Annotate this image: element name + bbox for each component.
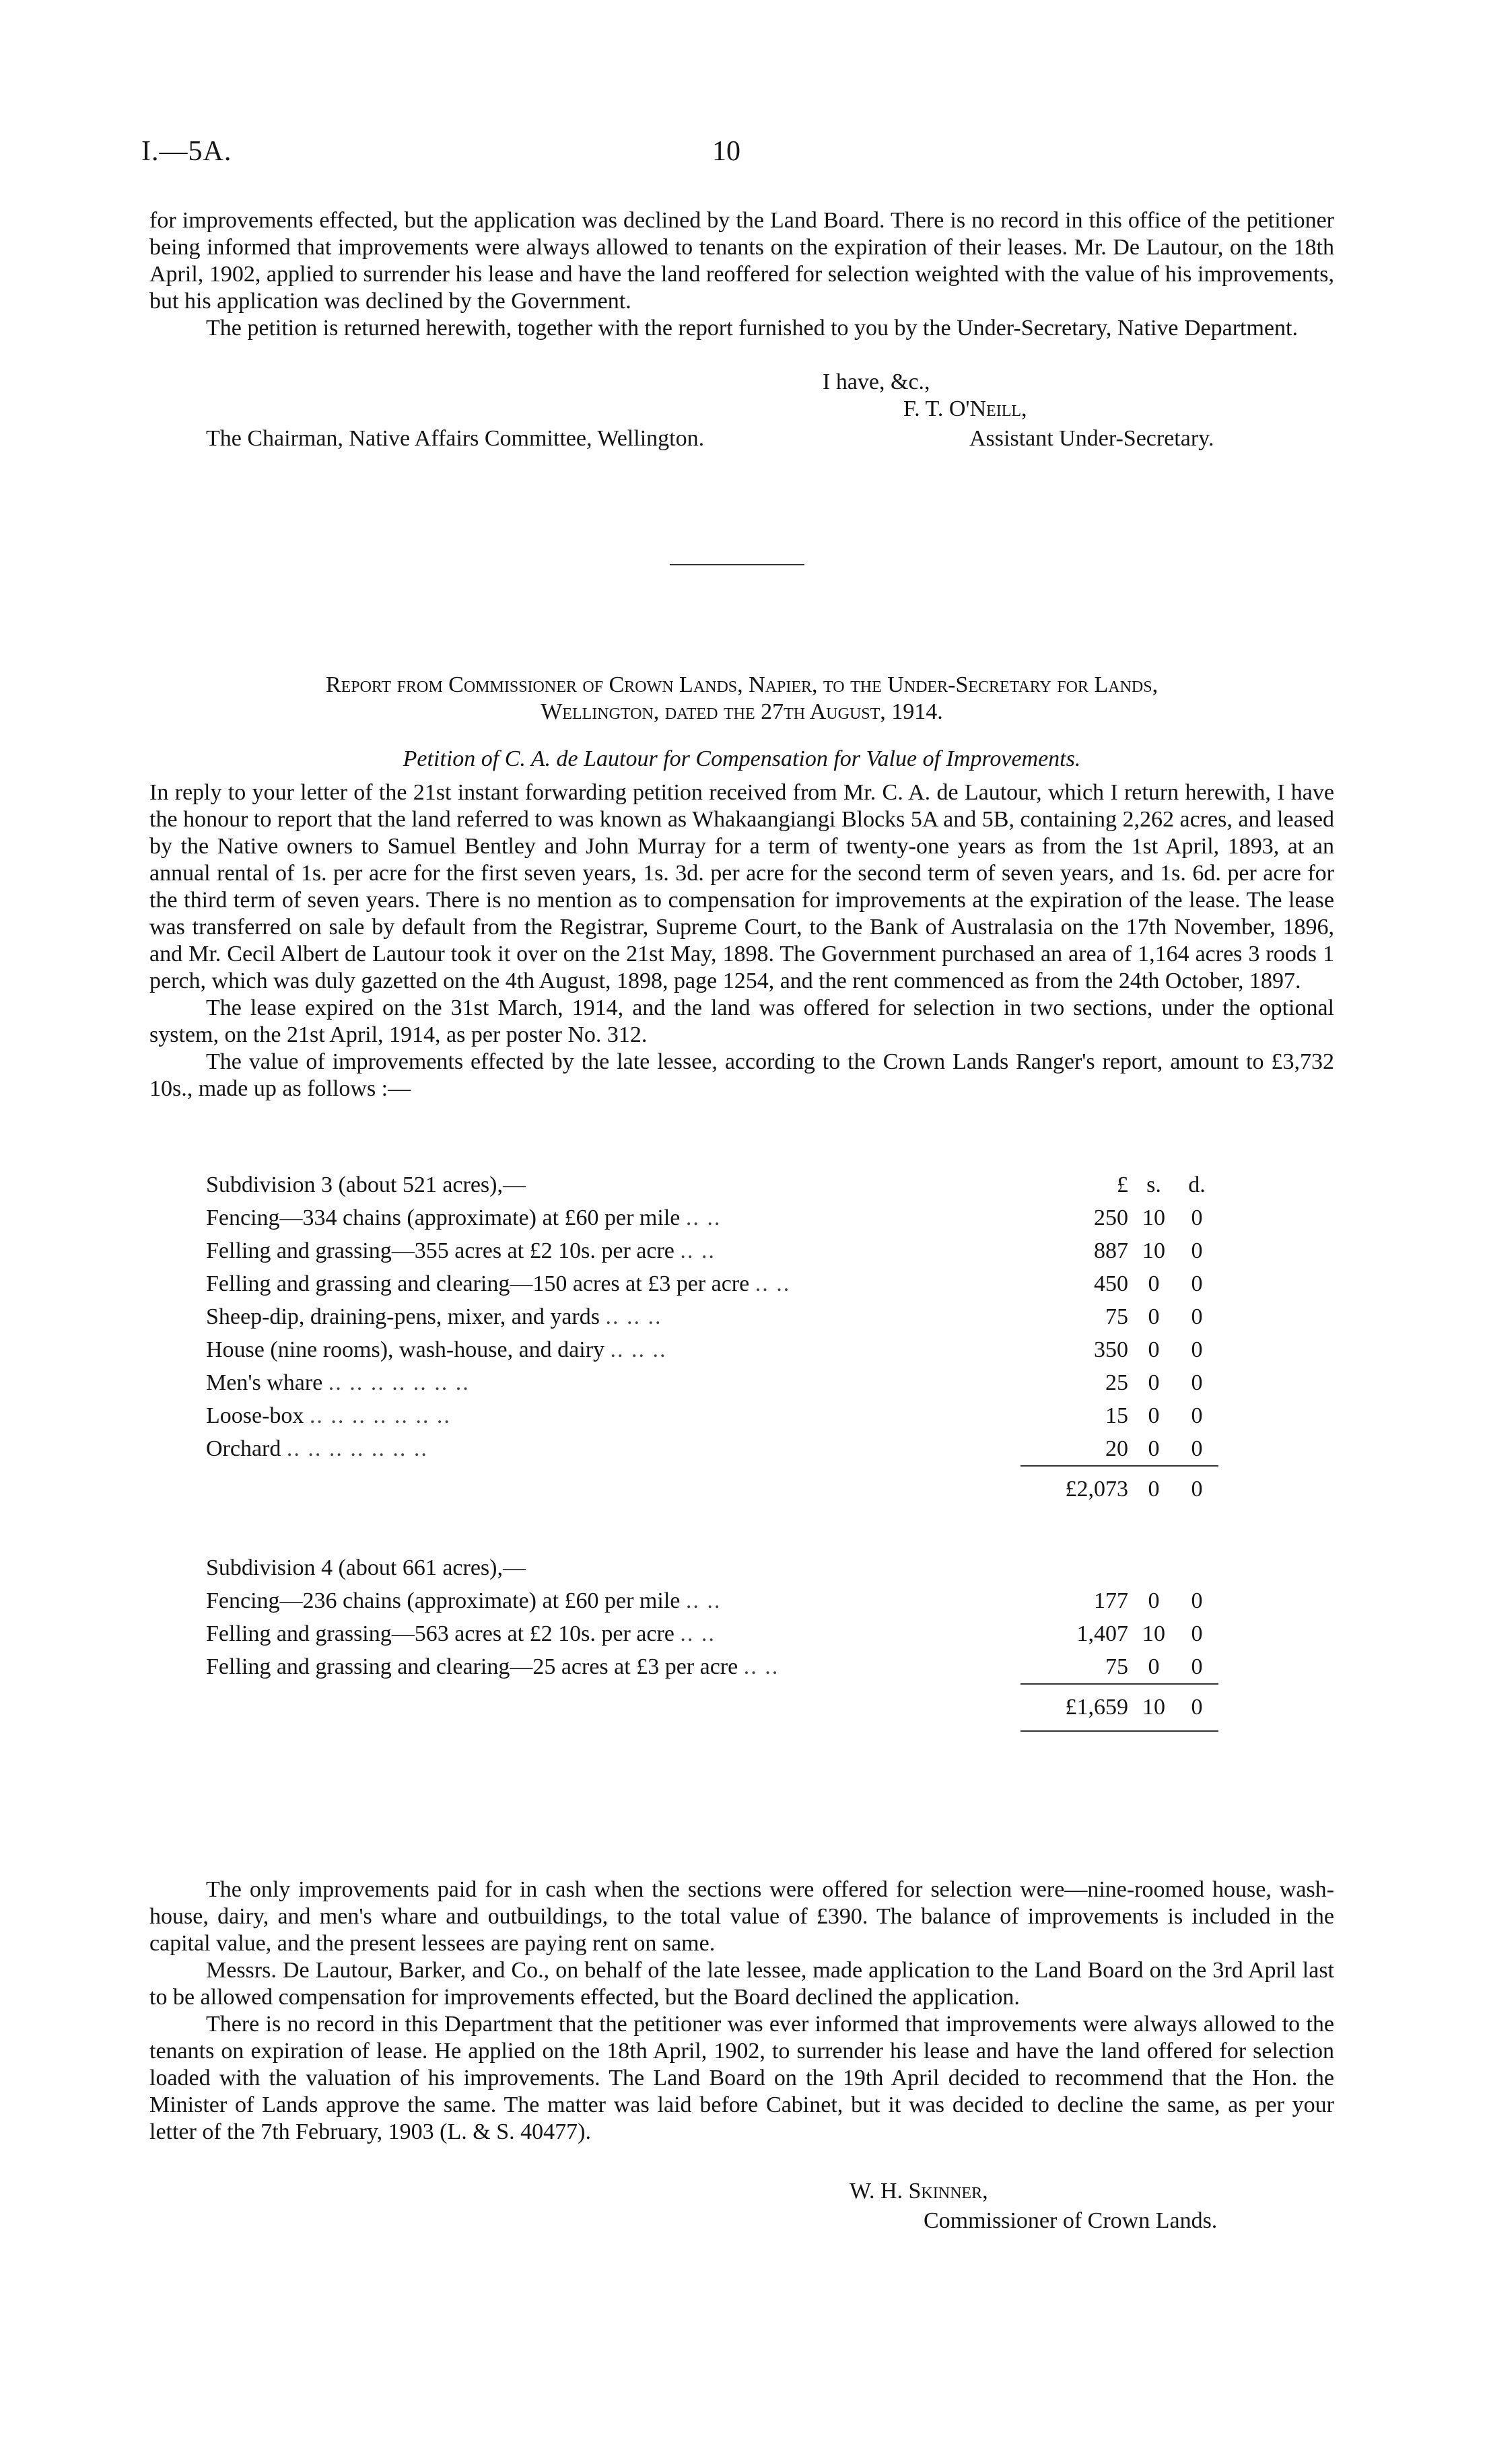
item-pounds: 450 — [1094, 1271, 1128, 1296]
item-pence: 0 — [1191, 1588, 1203, 1613]
report-body-continued — [149, 1876, 1334, 2146]
item-pence: 0 — [1191, 1621, 1203, 1646]
leader-dots: .. .. .. — [610, 1337, 667, 1362]
item-pounds: 350 — [1094, 1337, 1128, 1362]
item-shillings: 0 — [1148, 1436, 1160, 1461]
col-head-shillings: s. — [1146, 1172, 1161, 1197]
section-divider — [670, 564, 804, 565]
leader-dots: .. .. — [755, 1271, 791, 1296]
table-row — [149, 1333, 1218, 1366]
item-shillings: 0 — [1148, 1654, 1160, 1679]
subtotal-pounds: £2,073 — [1021, 1466, 1132, 1512]
table-row — [149, 1584, 1218, 1617]
report-heading — [149, 672, 1334, 726]
item-desc: Felling and grassing—355 acres at £2 10s. per acre — [206, 1238, 675, 1263]
report-paragraph-3: The value of improvements effected by the late lessee, according to the Crown Lands Ranger's report, amount to £3,732 10s., made up as follows :— — [149, 1049, 1334, 1101]
item-desc: Fencing—334 chains (approximate) at £60 per mile — [206, 1205, 681, 1230]
letter-addressee: The Chairman, Native Affairs Committee, Wellington. — [206, 426, 705, 451]
item-pounds: 1,407 — [1076, 1621, 1128, 1646]
item-pence: 0 — [1191, 1271, 1203, 1296]
subtotal-pounds: £1,659 — [1021, 1684, 1132, 1731]
item-shillings: 10 — [1142, 1238, 1165, 1263]
leader-dots: .. .. — [685, 1205, 722, 1230]
report-paragraph-6: There is no record in this Department that the petitioner was ever informed that improvements were always allowed to the tenants on expiration of lease. He applied on the 18th April, 1902, to surrender his lease and have the land offered for selection loaded with the valuation of his improvements. The Land Board on the 19th April decided to recommend that the Hon. the Minister of Lands approve the same. The matter was laid before Cabinet, but it was decided to decline the same, as per your letter of the 7th February, 1903 (L. & S. 40477). — [149, 2012, 1334, 2144]
report-heading-line-1: Report from Commissioner of Crown Lands, Napier, to the Under-Secretary for Lands, — [325, 672, 1159, 697]
col-head-pence: d. — [1188, 1172, 1206, 1197]
item-shillings: 0 — [1148, 1588, 1160, 1613]
item-desc: Loose-box — [206, 1403, 304, 1428]
subdivision-3-total-row — [149, 1466, 1218, 1512]
item-desc: Fencing—236 chains (approximate) at £60 per mile — [206, 1588, 681, 1613]
item-pence: 0 — [1191, 1205, 1203, 1230]
table-row — [149, 1366, 1218, 1399]
item-pounds: 75 — [1105, 1654, 1128, 1679]
item-pounds: 887 — [1094, 1238, 1128, 1263]
item-pounds: 250 — [1094, 1205, 1128, 1230]
letter-body — [149, 207, 1334, 342]
item-desc: Men's whare — [206, 1370, 323, 1395]
item-shillings: 10 — [1142, 1621, 1165, 1646]
item-shillings: 0 — [1148, 1304, 1160, 1329]
subtotal-pence: 0 — [1175, 1466, 1218, 1512]
item-pence: 0 — [1191, 1238, 1203, 1263]
report-paragraph-5: Messrs. De Lautour, Barker, and Co., on behalf of the late lessee, made application to the Land Board on the 3rd April last to be allowed compensation for improvements effected, but the Board declined the application. — [149, 1958, 1334, 2010]
item-pounds: 20 — [1105, 1436, 1128, 1461]
leader-dots: .. .. — [743, 1654, 780, 1679]
item-pounds: 25 — [1105, 1370, 1128, 1395]
table-row — [149, 1300, 1218, 1333]
item-pounds: 15 — [1105, 1403, 1128, 1428]
table-row — [149, 1617, 1218, 1650]
item-pence: 0 — [1191, 1436, 1203, 1461]
leader-dots: .. .. .. — [605, 1304, 662, 1329]
item-shillings: 0 — [1148, 1370, 1160, 1395]
table-row — [149, 1399, 1218, 1432]
item-desc: Felling and grassing—563 acres at £2 10s. per acre — [206, 1621, 675, 1646]
item-pence: 0 — [1191, 1370, 1203, 1395]
item-shillings: 0 — [1148, 1403, 1160, 1428]
item-pence: 0 — [1191, 1654, 1203, 1679]
report-body — [149, 779, 1334, 1102]
item-desc: Orchard — [206, 1436, 281, 1461]
letter-closing: I have, &c., — [823, 369, 930, 394]
subdivision-4-heading-row — [149, 1551, 1218, 1584]
leader-dots: .. .. — [680, 1621, 716, 1646]
page-number: 10 — [712, 136, 740, 167]
leader-dots: .. .. .. .. .. .. .. — [309, 1403, 451, 1428]
report-subtitle: Petition of C. A. de Lautour for Compensation for Value of Improvements. — [403, 746, 1081, 771]
col-head-pounds: £ — [1117, 1172, 1128, 1197]
subtotal-pence: 0 — [1175, 1684, 1218, 1731]
letter-signer: F. T. O'Neill, — [903, 396, 1027, 421]
item-desc: Felling and grassing and clearing—150 acres at £3 per acre — [206, 1271, 750, 1296]
report-heading-line-2: Wellington, dated the 27th August, 1914. — [541, 699, 943, 724]
table-row — [149, 1432, 1218, 1466]
report-paragraph-2: The lease expired on the 31st March, 1914, and the land was offered for selection in two sections, under the optional system, on the 21st April, 1914, as per poster No. 312. — [149, 995, 1334, 1047]
report-signer-title: Commissioner of Crown Lands. — [924, 2208, 1218, 2233]
letter-signer-title: Assistant Under-Secretary. — [969, 426, 1214, 451]
item-pence: 0 — [1191, 1304, 1203, 1329]
item-desc: Felling and grassing and clearing—25 acres at £3 per acre — [206, 1654, 738, 1679]
item-pounds: 75 — [1105, 1304, 1128, 1329]
letter-paragraph-2: The petition is returned herewith, together with the report furnished to you by the Under-Secretary, Native Department. — [206, 316, 1298, 341]
item-pence: 0 — [1191, 1403, 1203, 1428]
subdivision-3-heading-row — [149, 1168, 1218, 1201]
leader-dots: .. .. — [685, 1588, 722, 1613]
page-reference: I.—5A. — [141, 136, 232, 167]
report-paragraph-1: In reply to your letter of the 21st instant forwarding petition received from Mr. C. A. de Lautour, which I return herewith, I have the honour to report that the land referred to was known as Whakaangiangi Blocks 5A and 5B, containing 2,262 acres, and leased by the Native owners to Samuel Bentley and John Murray for a term of twenty-one years as from the 1st April, 1893, at an annual rental of 1s. per acre for the first seven years, 1s. 3d. per acre for the second term of seven years, and 1s. 6d. per acre for the third term of seven years. There is no mention as to compensation for improvements at the expiration of the lease. The lease was transferred on sale by default from the Registrar, Supreme Court, to the Bank of Australasia on the 17th November, 1896, and Mr. Cecil Albert de Lautour took it over on the 21st May, 1898. The Government purchased an area of 1,164 acres 3 roods 1 perch, which was duly gazetted on the 4th August, 1898, page 1254, and the rent commenced as from the 24th October, 1897. — [149, 780, 1334, 993]
leader-dots: .. .. .. .. .. .. .. — [328, 1370, 470, 1395]
table-row — [149, 1267, 1218, 1300]
leader-dots: .. .. — [680, 1238, 716, 1263]
report-paragraph-4: The only improvements paid for in cash when the sections were offered for selection were—nine-roomed house, wash-house, dairy, and men's whare and outbuildings, to the total value of £390. The balance of improvements is included in the capital value, and the present lessees are paying rent on same. — [149, 1877, 1334, 1956]
leader-dots: .. .. .. .. .. .. .. — [286, 1436, 428, 1461]
report-signer: W. H. Skinner, — [850, 2179, 988, 2204]
subtotal-shillings: 10 — [1132, 1684, 1175, 1731]
letter-paragraph-1: for improvements effected, but the application was declined by the Land Board. There is no record in this office of the petitioner being informed that improvements were always allowed to tenants on the expiration of their leases. Mr. De Lautour, on the 18th April, 1902, applied to surrender his lease and have the land reoffered for selection weighted with the value of his improvements, but his application was declined by the Government. — [149, 208, 1334, 314]
item-shillings: 0 — [1148, 1337, 1160, 1362]
subdivision-4-heading: Subdivision 4 (about 661 acres),— — [206, 1555, 526, 1580]
item-shillings: 10 — [1142, 1205, 1165, 1230]
subdivision-4-total-row — [149, 1684, 1218, 1731]
item-pounds: 177 — [1094, 1588, 1128, 1613]
item-pence: 0 — [1191, 1337, 1203, 1362]
table-row — [149, 1234, 1218, 1267]
subdivision-3-heading: Subdivision 3 (about 521 acres),— — [206, 1172, 526, 1197]
item-desc: House (nine rooms), wash-house, and dairy — [206, 1337, 605, 1362]
table-row — [149, 1201, 1218, 1234]
improvements-table — [149, 1168, 1218, 1732]
item-desc: Sheep-dip, draining-pens, mixer, and yards — [206, 1304, 600, 1329]
item-shillings: 0 — [1148, 1271, 1160, 1296]
table-row — [149, 1650, 1218, 1684]
subtotal-shillings: 0 — [1132, 1466, 1175, 1512]
